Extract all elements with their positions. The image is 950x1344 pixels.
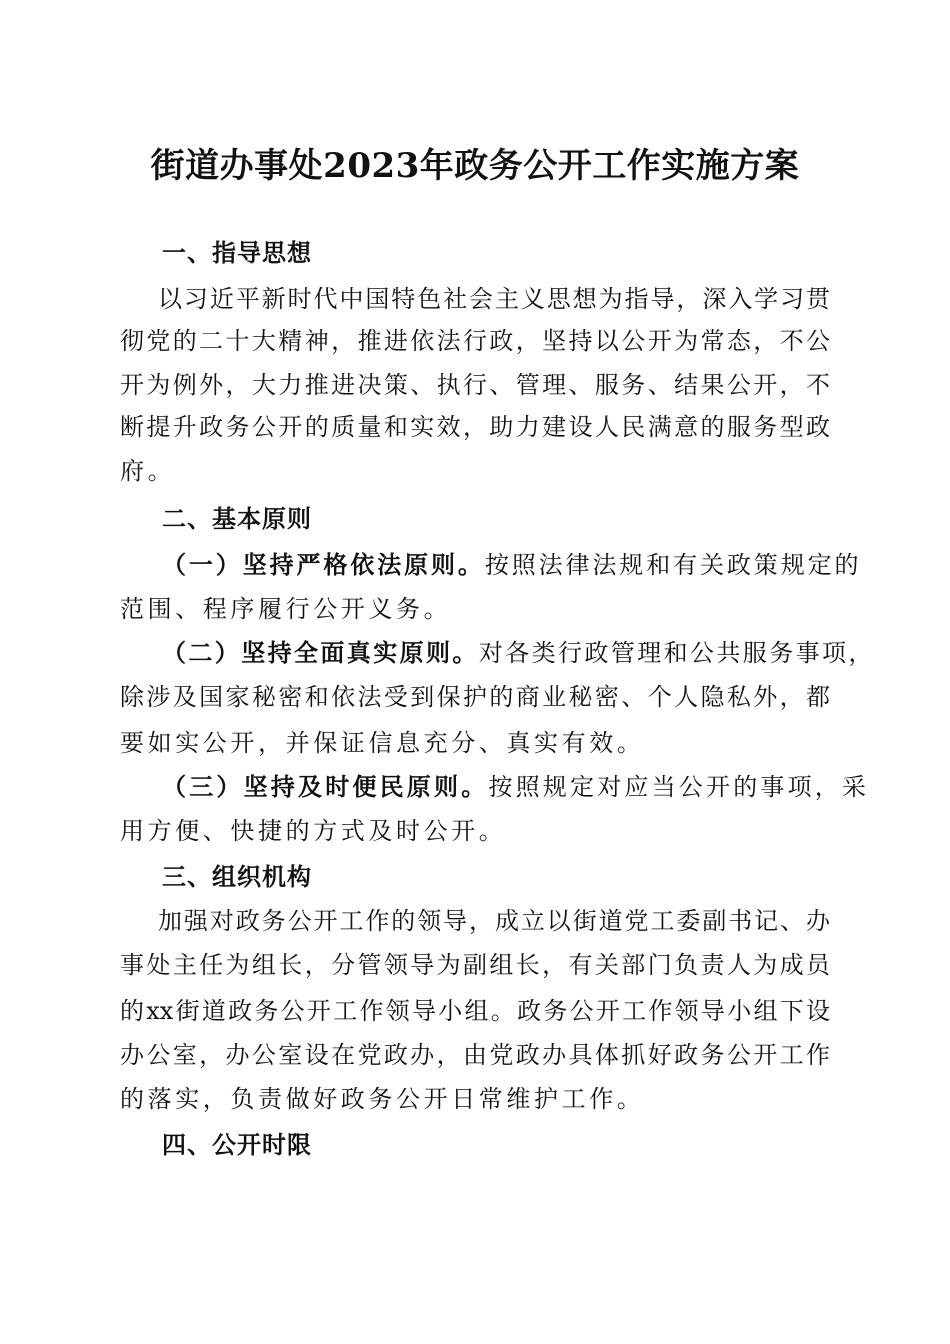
principle-2-text: 对各类行政管理和公共服务事项， bbox=[478, 639, 875, 667]
principle-3-text: 按照规定对应当公开的事项，采 bbox=[488, 773, 870, 801]
principle-1-lead: （一）坚持严格依法原则。 bbox=[162, 550, 485, 579]
paragraph-line: 以习近平新时代中国特色社会主义思想为指导，深入学习贯 bbox=[158, 285, 830, 313]
principle-3-line bbox=[162, 772, 872, 802]
paragraph-line: 办公室，办公室设在党政办，由党政办具体抓好政务公开工作 bbox=[120, 1041, 830, 1069]
paragraph-line: 开为例外，大力推进决策、执行、管理、服务、结果公开，不 bbox=[120, 371, 830, 399]
principle-2-line bbox=[162, 638, 875, 668]
principle-2-lead: （二）坚持全面真实原则。 bbox=[162, 638, 479, 667]
section-heading-guiding-ideology: 一、指导思想 bbox=[162, 239, 312, 267]
section-heading-basic-principles: 二、基本原则 bbox=[162, 505, 312, 533]
section-heading-organization: 三、组织机构 bbox=[162, 863, 312, 891]
paragraph-line: 彻党的二十大精神，推进依法行政，坚持以公开为常态，不公 bbox=[120, 327, 830, 355]
principle-1-line bbox=[162, 550, 872, 580]
paragraph-line: 事处主任为组长，分管领导为副组长，有关部门负责人为成员 bbox=[120, 951, 830, 979]
paragraph-line: 除涉及国家秘密和依法受到保护的商业秘密、个人隐私外，都 bbox=[120, 683, 830, 711]
principle-3-lead: （三）坚持及时便民原则。 bbox=[162, 772, 489, 801]
paragraph-line: 府。 bbox=[120, 457, 176, 485]
section-heading-disclosure-time-limit: 四、公开时限 bbox=[162, 1131, 312, 1159]
paragraph-line: 用方便、快捷的方式及时公开。 bbox=[120, 817, 507, 845]
principle-1-text: 按照法律法规和有关政策规定的 bbox=[484, 551, 862, 579]
paragraph-line: 范围、程序履行公开义务。 bbox=[120, 595, 452, 623]
paragraph-line: 的xx街道政务公开工作领导小组。政务公开工作领导小组下设 bbox=[120, 997, 830, 1025]
document-title: 街道办事处2023年政务公开工作实施方案 bbox=[150, 146, 800, 186]
paragraph-line: 断提升政务公开的质量和实效，助力建设人民满意的服务型政 bbox=[120, 413, 830, 441]
paragraph-line: 要如实公开，并保证信息充分、真实有效。 bbox=[120, 729, 645, 757]
paragraph-line: 的落实，负责做好政务公开日常维护工作。 bbox=[120, 1085, 645, 1113]
paragraph-line: 加强对政务公开工作的领导，成立以街道党工委副书记、办 bbox=[158, 907, 830, 935]
